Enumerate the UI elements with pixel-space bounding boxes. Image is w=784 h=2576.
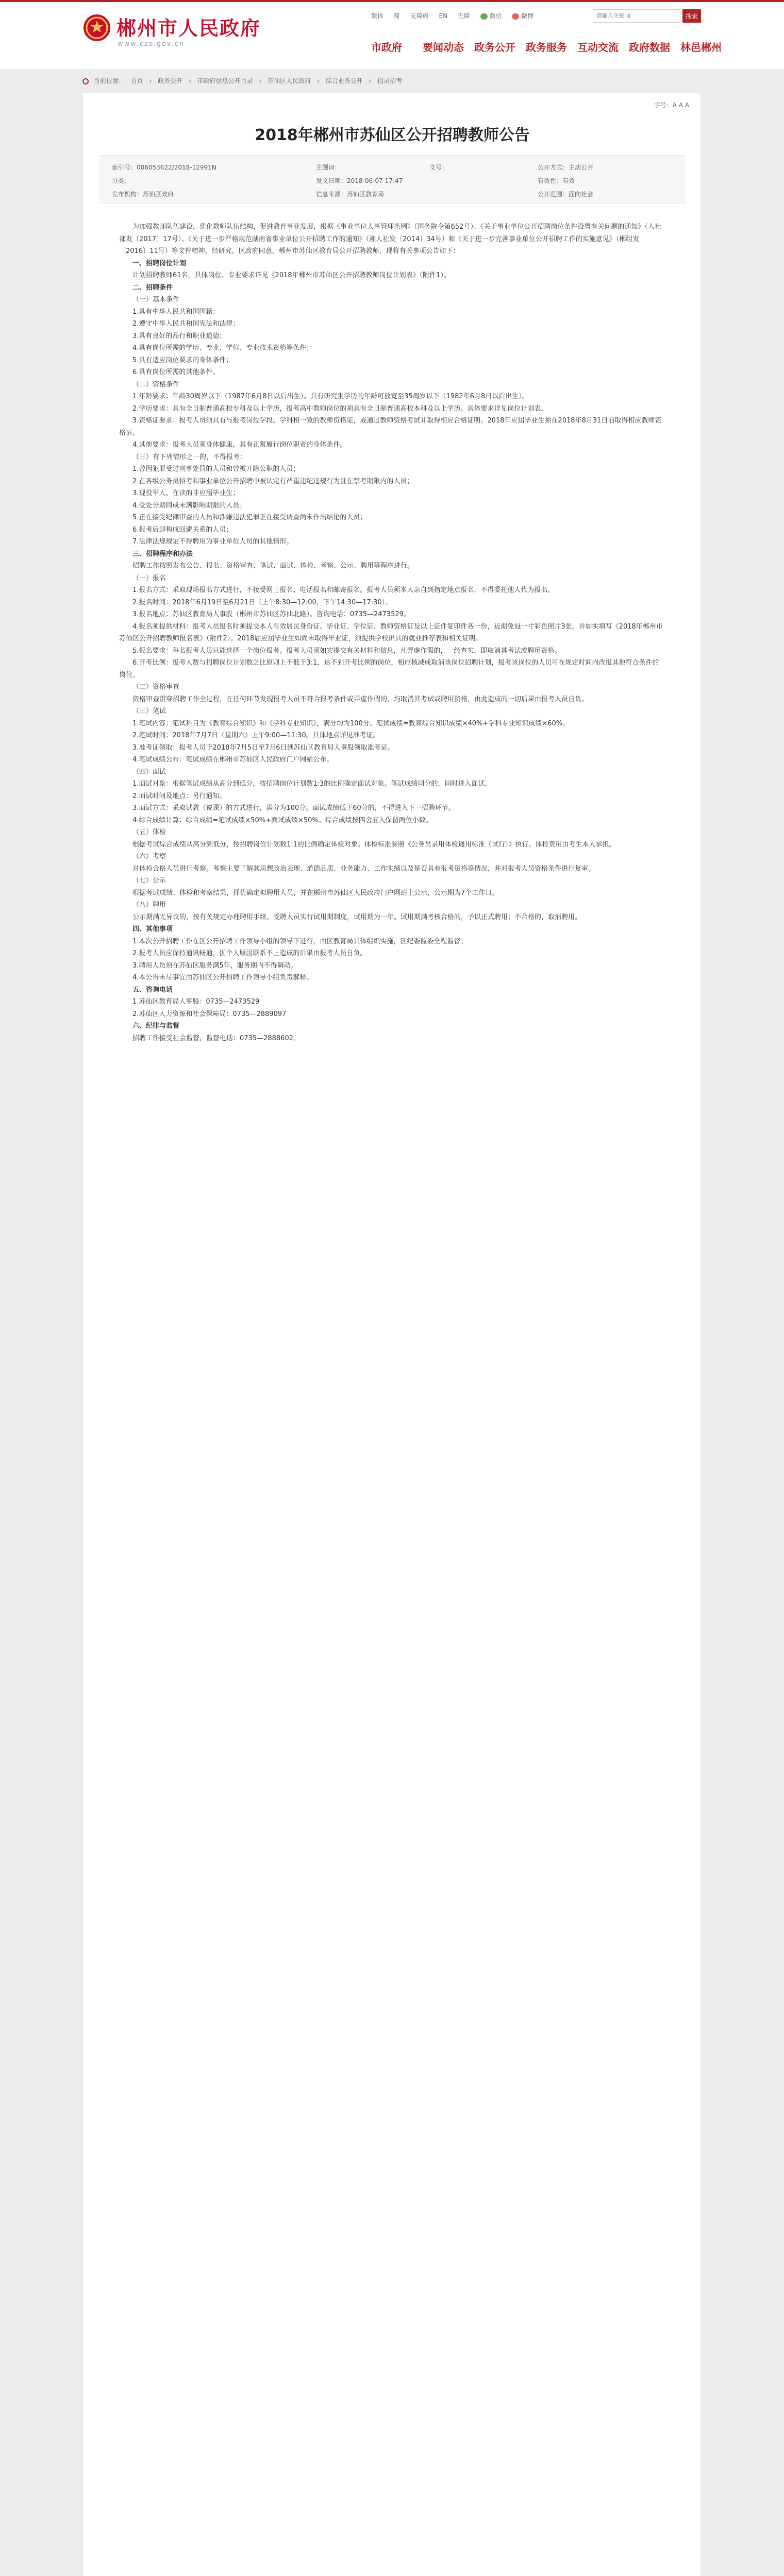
- article-paragraph: 3.准考证领取：报考人员于2018年7月5日至7月6日到苏仙区教育局人事股领取准考证。: [132, 743, 394, 752]
- article-paragraph: （三）有下列情形之一的，不得报考：: [132, 453, 247, 461]
- article-paragraph: 招聘工作按照发布公告、报名、资格审查、笔试、面试、体检、考察、公示、聘用等程序进行。: [132, 562, 414, 570]
- article-paragraph: 6.开考比例：报考人数与招聘岗位计划数之比原则上不低于3:1，达不到开考比例的岗位，相应核减或取消该岗位招聘计划，报考该岗位的人员可在规定时间内改报其他符合条件的岗位。: [119, 659, 659, 679]
- article-paragraph: 4.综合成绩计算：综合成绩=笔试成绩×50%+面试成绩×50%。综合成绩按四舍五入保留两位小数。: [132, 816, 432, 824]
- nav-city-government[interactable]: 市政府: [371, 41, 402, 54]
- nav-gov-data[interactable]: 政府数据: [629, 41, 670, 54]
- location-icon: [82, 78, 89, 84]
- article-section-heading: 四、其他事项: [132, 925, 173, 933]
- quick-links: [371, 11, 542, 20]
- article-title: 2018年郴州市苏仙区公开招聘教师公告: [255, 126, 530, 144]
- article-paragraph: 4.具有岗位所需的学历、专业、学位、专业技术资格等条件；: [132, 344, 313, 352]
- article-paragraph: 1.年龄要求：年龄30周岁以下（1987年6月8日以后出生）。具有研究生学历的年龄可放宽至35周岁以下（1982年6月8日以后出生）。: [132, 393, 529, 400]
- breadcrumb-home[interactable]: 首页: [130, 77, 143, 84]
- article-paragraph: 4.本公告未尽事宜由苏仙区公开招聘工作领导小组负责解释。: [132, 974, 313, 981]
- site-header: [0, 2, 784, 69]
- nav-interaction[interactable]: 互动交流: [577, 41, 619, 54]
- article-paragraph: 6.报考后即构成回避关系的人员；: [132, 526, 233, 534]
- article-paragraph: （五）体检: [132, 828, 166, 836]
- article-paragraph: （八）聘用: [132, 901, 166, 909]
- article-paragraph: （二）资格审查: [132, 683, 180, 691]
- article-paragraph: 2.报名时间：2018年6月19日至6月21日（上午8:30—12:00，下午14:30—17:30）。: [132, 598, 392, 606]
- article-paragraph: 4.受处分期间或未满影响期限的人员；: [132, 501, 246, 510]
- nav-news[interactable]: 要闻动态: [423, 41, 464, 54]
- article-section-heading: 三、招聘程序和办法: [132, 550, 193, 558]
- meta-publisher: 发布机构：苏仙区政府: [112, 191, 174, 198]
- national-emblem-icon: [82, 13, 111, 42]
- article-paragraph: （六）考察: [132, 853, 166, 860]
- article-paragraph: 2.学历要求：具有全日制普通高校专科及以上学历，报考高中教师岗位的须具有全日制普通高校本科及以上学历。具体要求详见岗位计划表。: [132, 404, 548, 413]
- article-paragraph: 7.法律法规规定不得聘用为事业单位人员的其他情形。: [132, 538, 293, 546]
- article-paragraph: （一）报名: [132, 574, 166, 582]
- article-paragraph: 5.正在接受纪律审查的人员和涉嫌违法犯罪正在接受调查尚未作出结论的人员；: [132, 514, 367, 521]
- article-paragraph: （四）面试: [132, 768, 166, 776]
- article-paragraph: 1.笔试内容：笔试科目为《教育综合知识》和《学科专业知识》，满分均为100分。笔试成绩=教育综合知识成绩×40%+学科专业知识成绩×60%。: [132, 719, 570, 727]
- quick-link-simplified[interactable]: 简: [393, 12, 400, 20]
- article-paragraph: 公示期满无异议的，按有关规定办理聘用手续。受聘人员实行试用期制度，试用期为一年。试用期满考核合格的，予以正式聘用；不合格的，取消聘用。: [132, 913, 582, 921]
- breadcrumb-sep: ›: [149, 77, 152, 84]
- article-paragraph: 为加强教师队伍建设，优化教师队伍结构，促进教育事业发展，根据《事业单位人事管理条例》（国务院令第652号）、《关于事业单位公开招聘岗位条件设置有关问题的通知》（人社部发〔2017〕17号）、《关于进一步严格规范湖南省事业单位公开招聘工作的通知》（湘人社发〔2014〕34号）和《关于进一步完善事业单位公开招聘工作的实施意见》（郴组发〔2016〕11号）等文件精神，经研究，区政府同意，郴州市苏仙区教育局公开招聘教师，现将有关事项公告如下：: [119, 223, 661, 255]
- meta-date: 发文日期：2018-06-07 17:47: [316, 177, 403, 184]
- article-paragraph: 3.资格证要求：报考人员须具有与报考岗位学段、学科相一致的教师资格证，或通过教师资格考试并取得相应合格证明。2018年应届毕业生须在2018年8月31日前取得相应教师资格证。: [119, 417, 662, 437]
- meta-range: 公开范围：面向社会: [538, 191, 594, 198]
- article-paragraph: 5.具有适应岗位要求的身体条件；: [132, 356, 233, 364]
- breadcrumb-current[interactable]: 招录招考: [377, 77, 403, 84]
- article-paragraph: （二）资格条件: [132, 380, 180, 388]
- breadcrumb: [82, 73, 701, 89]
- nav-gov-affairs[interactable]: 政务公开: [474, 41, 515, 54]
- article-paragraph: 3.聘用人员须在苏仙区服务满5年，服务期内不得调动。: [132, 961, 297, 970]
- article-paragraph: 3.报名地点：苏仙区教育局人事股（郴州市苏仙区苏仙北路）。咨询电话：0735—2473529。: [132, 611, 410, 618]
- article-paragraph: 1.本次公开招聘工作在区公开招聘工作领导小组的领导下进行，由区教育局具体组织实施，区纪委监委全程监督。: [132, 937, 468, 945]
- article-paragraph: 6.具有岗位所需的其他条件。: [132, 368, 220, 376]
- article-paragraph: 1.报名方式：采取现场报名方式进行，不接受网上报名、电话报名和邮寄报名。报考人员须本人亲自到指定地点报名，不得委托他人代为报名。: [132, 586, 555, 594]
- breadcrumb-category[interactable]: 综合业务公开: [325, 77, 363, 84]
- article-paragraph: 1.苏仙区教育局人事股：0735—2473529: [132, 998, 260, 1006]
- nav-gov-services[interactable]: 政务服务: [526, 41, 567, 54]
- article-paragraph: 2.面试时间及地点：另行通知。: [132, 792, 226, 800]
- quick-link-traditional[interactable]: 繁体: [371, 12, 384, 20]
- article-paragraph: 对体检合格人员进行考察。考察主要了解其思想政治表现、道德品质、业务能力、工作实绩以及是否具有报考资格等情况，并对报考人员资格条件进行复审。: [132, 865, 595, 873]
- breadcrumb-label: 当前位置：: [93, 77, 125, 84]
- breadcrumb-gov-affairs[interactable]: 政务公开: [158, 77, 183, 84]
- quick-link-wechat[interactable]: 微信: [480, 12, 502, 20]
- article-paragraph: 2.苏仙区人力资源和社会保障局：0735—2889097: [132, 1010, 287, 1018]
- article-paragraph: （一）基本条件: [132, 296, 180, 303]
- meta-status: 公开方式：主动公开: [538, 164, 594, 171]
- article-paragraph: 计划招聘教师61名，具体岗位、专业要求详见《2018年郴州市苏仙区公开招聘教师岗位计划表》（附件1）。: [132, 272, 451, 279]
- article-meta-table: [99, 155, 685, 204]
- article-paragraph: 1.具有中华人民共和国国籍；: [132, 308, 220, 316]
- article-paragraph: 2.遵守中华人民共和国宪法和法律；: [132, 320, 240, 328]
- meta-source: 信息来源：苏仙区教育局: [316, 191, 385, 198]
- quick-link-english[interactable]: EN: [439, 12, 448, 20]
- article-paragraph: 资格审查贯穿招聘工作全过程，在任何环节发现报考人员不符合报考条件或弄虚作假的，均取消其考试或聘用资格，由此造成的一切后果由报考人员自负。: [132, 695, 589, 703]
- meta-subject: 主题词：: [316, 164, 341, 171]
- article-container: [82, 93, 701, 2576]
- site-url: www.czs.gov.cn: [118, 40, 185, 48]
- breadcrumb-suxian[interactable]: 苏仙区人民政府: [268, 77, 311, 84]
- breadcrumb-sep: ›: [316, 77, 320, 84]
- quick-link-weibo[interactable]: 微博: [512, 12, 533, 20]
- main-nav: [371, 39, 722, 60]
- article-paragraph: 招聘工作接受社会监督，监督电话：0735—2888602。: [132, 1034, 300, 1042]
- article-paragraph: 3.面试方式：采取试教（说课）的方式进行，满分为100分。面试成绩低于60分的，不得进入下一招聘环节。: [132, 804, 455, 812]
- article-paragraph: 1.面试对象：根据笔试成绩从高分到低分，按招聘岗位计划数1:3的比例确定面试对象。笔试成绩同分的，同时进入面试。: [132, 780, 492, 788]
- nav-linyi-chenzhou[interactable]: 林邑郴州: [680, 41, 722, 54]
- article-paragraph: 1.曾因犯罪受过刑事处罚的人员和曾被开除公职的人员；: [132, 465, 300, 473]
- site-logo-title[interactable]: 郴州市人民政府: [116, 16, 261, 40]
- quick-link-accessible[interactable]: 无障碍: [410, 12, 429, 20]
- article-section-heading: 五、咨询电话: [132, 986, 173, 994]
- breadcrumb-sep: ›: [189, 77, 191, 84]
- article-paragraph: 根据考试成绩、体检和考察结果，择优确定拟聘用人员，并在郴州市苏仙区人民政府门户网站上公示，公示期为7个工作日。: [132, 889, 499, 897]
- meta-category: 分类：: [112, 177, 131, 184]
- meta-index-no: 索引号：006053622/2018-12991N: [112, 164, 216, 171]
- search-button[interactable]: 搜索: [682, 9, 701, 23]
- weibo-icon: [512, 13, 519, 20]
- breadcrumb-sep: ›: [369, 77, 372, 84]
- breadcrumb-catalog[interactable]: 市政府信息公开目录: [197, 77, 253, 84]
- article-paragraph: 4.其他要求：报考人员须身体健康，具有正常履行岗位职责的身体条件。: [132, 441, 347, 449]
- article-paragraph: 4.笔试成绩公布：笔试成绩在郴州市苏仙区人民政府门户网站公布。: [132, 756, 333, 764]
- wechat-icon: [480, 13, 488, 20]
- search-input[interactable]: [593, 9, 680, 23]
- article-section-heading: 一、招聘岗位计划: [132, 259, 187, 267]
- article-paragraph: 根据考试综合成绩从高分到低分，按招聘岗位计划数1:1的比例确定体检对象。体检标准参照《公务员录用体检通用标准（试行）》执行。体检费用由考生本人承担。: [132, 840, 616, 849]
- article-paragraph: 5.报名要求：每名报考人员只能选择一个岗位报考。报考人员须如实提交有关材料和信息，凡弄虚作假的，一经查实，即取消其考试或聘用资格。: [132, 647, 561, 655]
- article-paragraph: 3.具有良好的品行和职业道德；: [132, 332, 226, 340]
- article-paragraph: 2.笔试时间：2018年7月7日（星期六）上午9:00—11:30。具体地点详见准考证。: [132, 732, 380, 739]
- article-body: [119, 221, 665, 2576]
- meta-doc-no: 文号：: [429, 164, 448, 171]
- article-paragraph: （七）公示: [132, 877, 166, 885]
- article-section-heading: 二、招聘条件: [132, 283, 173, 292]
- article-paragraph: 2.在各级公务员招考和事业单位公开招聘中被认定有严重违纪违规行为且在禁考期限内的人员；: [132, 477, 414, 485]
- font-size-switch[interactable]: 字号：A A A: [654, 101, 689, 109]
- article-paragraph: 2.报考人员应保持通讯畅通，因个人原因联系不上造成的后果由报考人员自负。: [132, 950, 367, 957]
- article-paragraph: 4.报名须提供材料：报考人员报名时须提交本人有效居民身份证、毕业证、学位证、教师资格证及以上证件复印件各一份，近期免冠一寸彩色照片3张，并如实填写《2018年郴州市苏仙区公开招聘教师报名表》（附件2）。2018届应届毕业生如尚未取得毕业证，须提供学校出具的就业推荐表和相关证明。: [119, 622, 663, 642]
- article-paragraph: （三）笔试: [132, 707, 166, 715]
- article-section-heading: 六、纪律与监督: [132, 1022, 180, 1030]
- article-paragraph: 3.现役军人、在读的非应届毕业生；: [132, 489, 240, 497]
- quick-link-barrier-free[interactable]: 无障: [457, 12, 470, 20]
- breadcrumb-sep: ›: [259, 77, 262, 84]
- meta-valid: 有效性：有效: [538, 177, 575, 184]
